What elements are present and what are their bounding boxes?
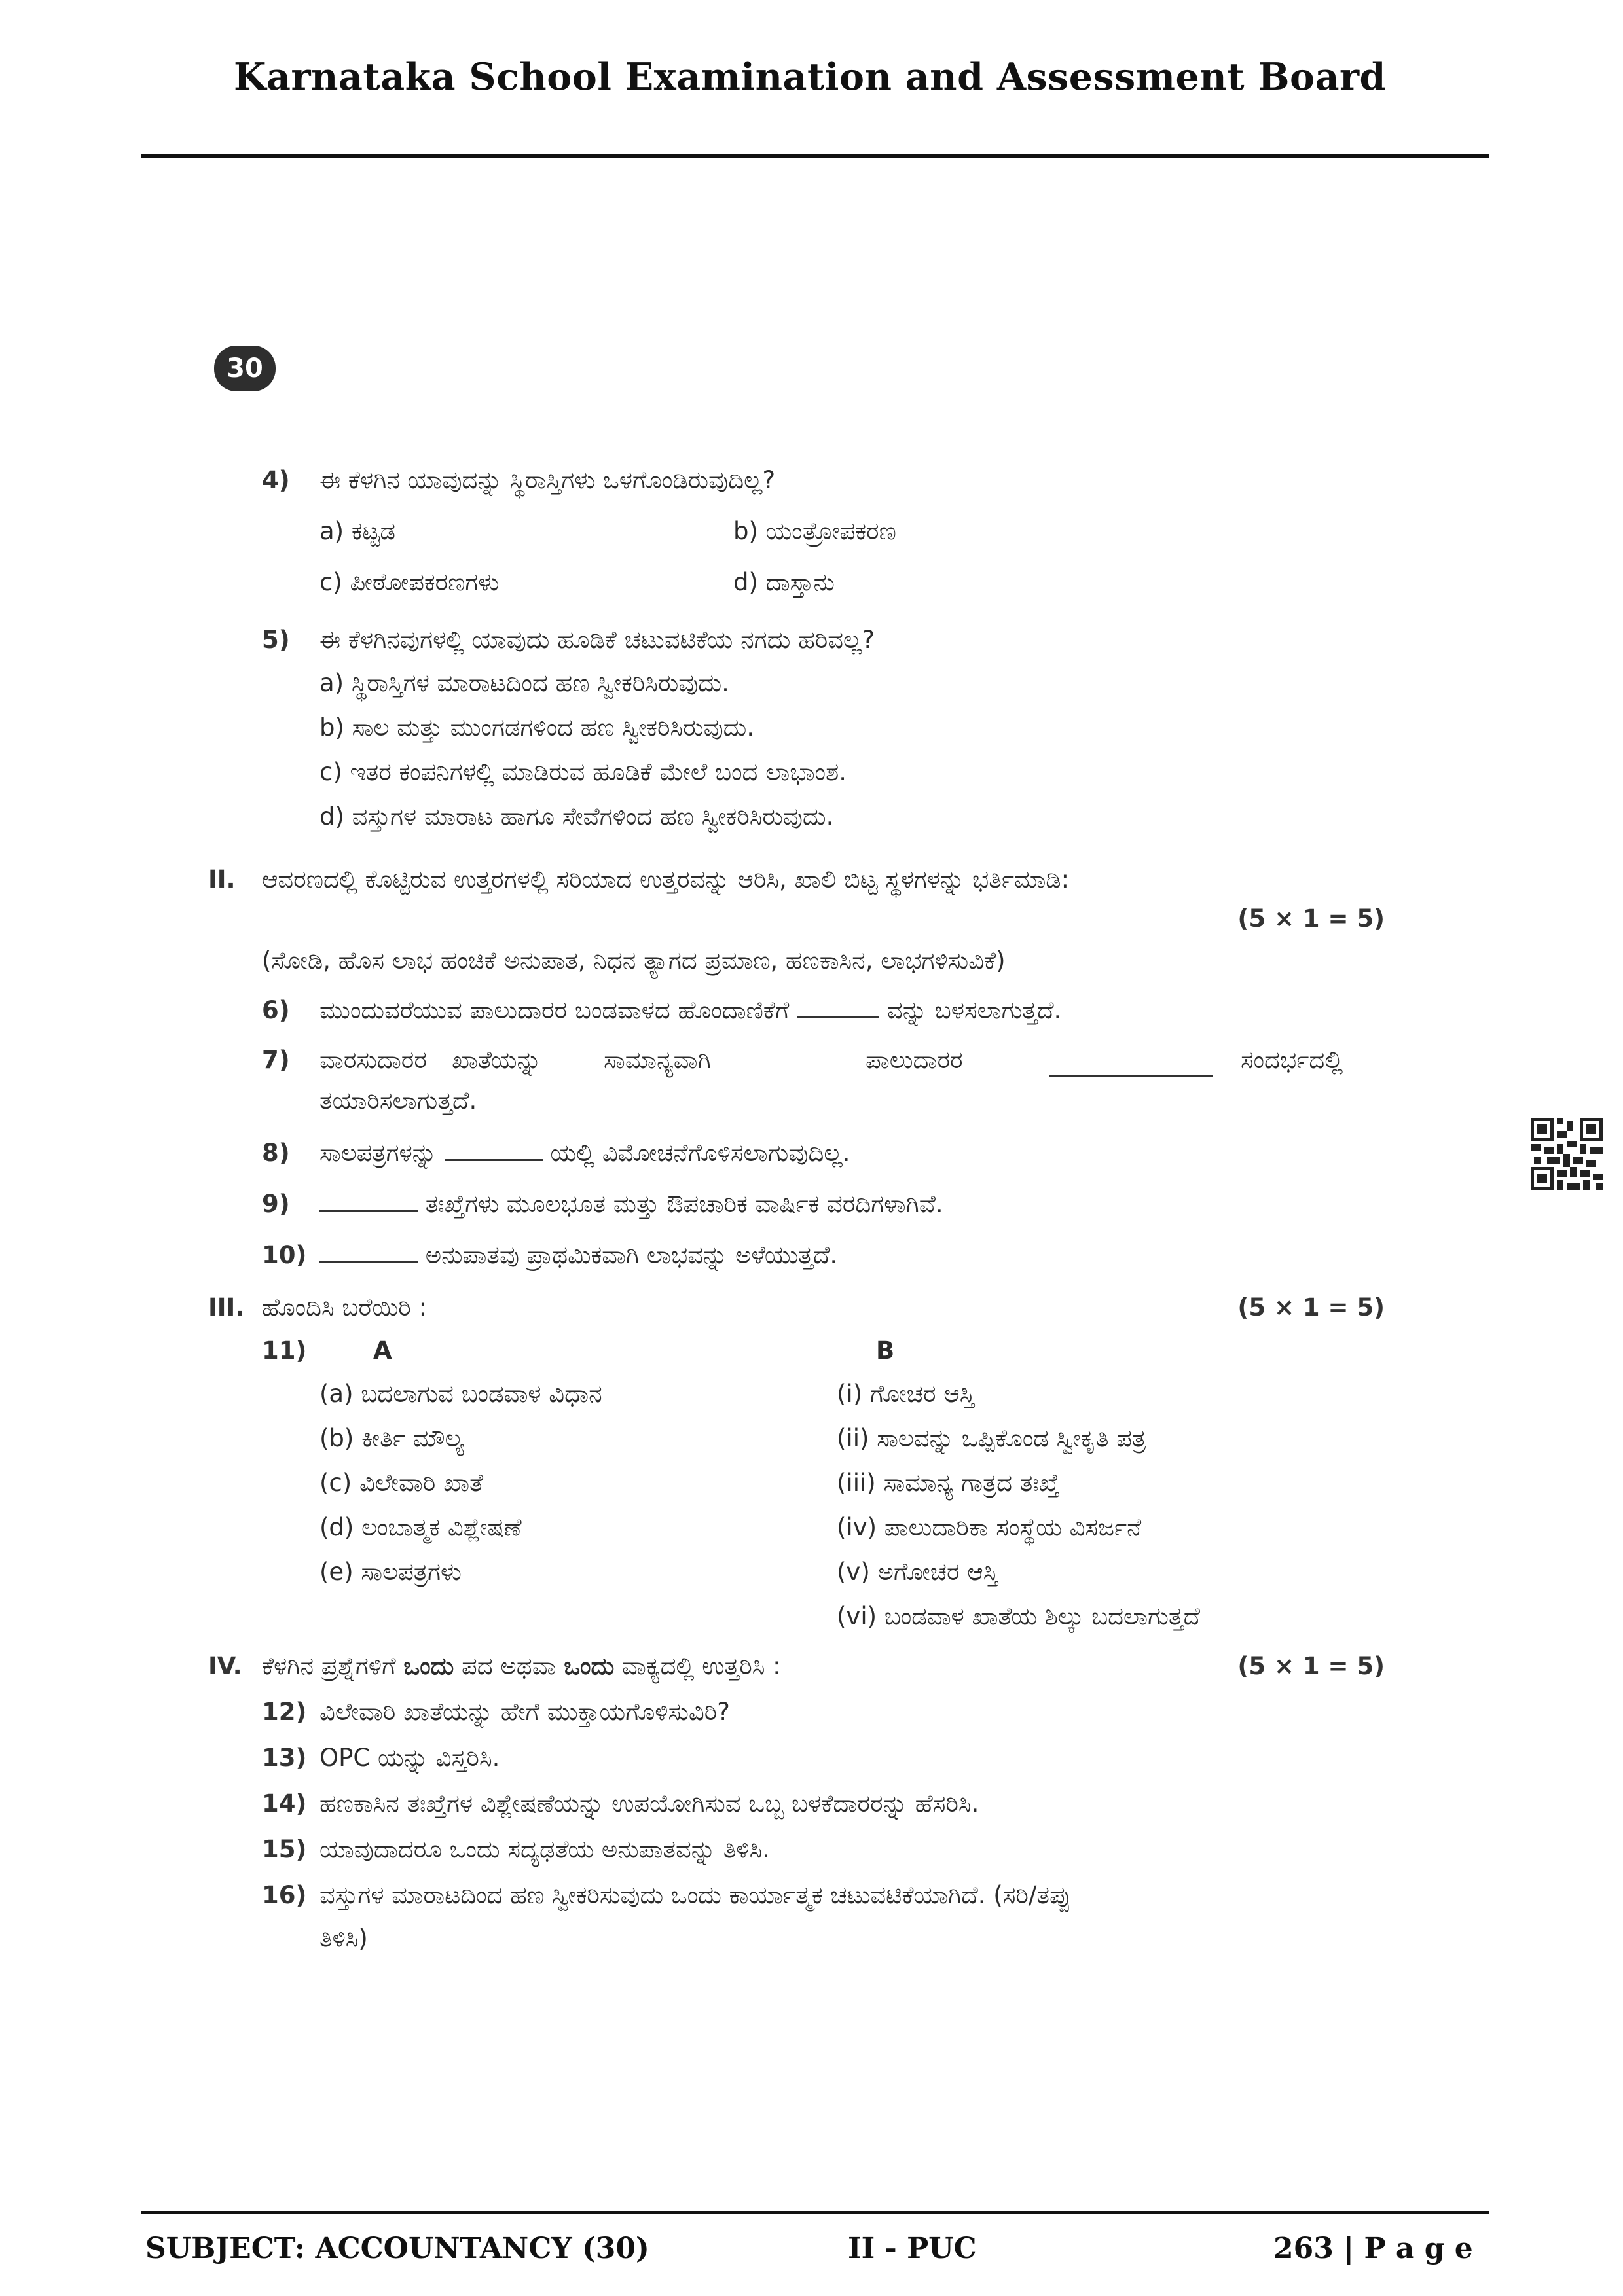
section-number: II.	[208, 865, 236, 893]
section-marks: (5 × 1 = 5)	[1237, 1652, 1385, 1680]
question-text-part: ಮುಂದುವರೆಯುವ ಪಾಲುದಾರರ ಬಂಡವಾಳದ ಹೊಂದಾಣಿಕೆಗೆ	[319, 996, 790, 1024]
question-text	[319, 996, 1061, 1025]
section-number: III.	[208, 1293, 245, 1321]
question-text-part: ಸಾಲಪತ್ರಗಳನ್ನು	[319, 1139, 437, 1167]
section-marks: (5 × 1 = 5)	[1237, 1293, 1385, 1321]
answer-blank[interactable]	[797, 997, 879, 1018]
question-text	[319, 1190, 943, 1219]
section-instruction: ಆವರಣದಲ್ಲಿ ಕೊಟ್ಟಿರುವ ಉತ್ತರಗಳಲ್ಲಿ ಸರಿಯಾದ ಉತ್ತರವನ್ನು ಆರಿಸಿ, ಖಾಲಿ ಬಿಟ್ಟ ಸ್ಥಳಗಳನ್ನು ಭರ್ತಿಮಾಡಿ:	[262, 865, 1070, 893]
match-right-item: (ii) ಸಾಲವನ್ನು ಒಪ್ಪಿಕೊಂಡ ಸ್ವೀಕೃತಿ ಪತ್ರ	[837, 1424, 1146, 1452]
option-c: c) ಇತರ ಕಂಪನಿಗಳಲ್ಲಿ ಮಾಡಿರುವ ಹೂಡಿಕೆ ಮೇಲೆ ಬಂದ ಲಾಭಾಂಶ.	[319, 758, 847, 786]
section-instruction	[262, 1652, 781, 1681]
instruction-part: ವಾಕ್ಯದಲ್ಲಿ ಉತ್ತರಿಸಿ :	[622, 1652, 781, 1680]
section-instruction: ಹೊಂದಿಸಿ ಬರೆಯಿರಿ :	[262, 1293, 428, 1321]
question-text: ಯಾವುದಾದರೂ ಒಂದು ಸದ್ಯಢತೆಯ ಅನುಪಾತವನ್ನು ತಿಳಿಸಿ.	[319, 1835, 770, 1863]
match-left-item: (a) ಬದಲಾಗುವ ಬಂಡವಾಳ ವಿಧಾನ	[319, 1380, 602, 1408]
option-b: b) ಯಂತ್ರೋಪಕರಣ	[733, 517, 896, 545]
match-left-item: (e) ಸಾಲಪತ್ರಗಳು	[319, 1558, 462, 1586]
match-right-item: (vi) ಬಂಡವಾಳ ಖಾತೆಯ ಶಿಲ್ಕು ಬದಲಾಗುತ್ತದೆ	[837, 1602, 1200, 1630]
page-header-title: Karnataka School Examination and Assessment Board	[234, 55, 1386, 99]
question-number: 14)	[262, 1789, 307, 1818]
question-text-part: ಅನುಪಾತವು ಪ್ರಾಥಮಿಕವಾಗಿ ಲಾಭವನ್ನು ಅಳೆಯುತ್ತದೆ.	[425, 1241, 838, 1269]
answer-blank[interactable]	[319, 1242, 418, 1263]
match-right-item: (iv) ಪಾಲುದಾರಿಕಾ ಸಂಸ್ಥೆಯ ವಿಸರ್ಜನೆ	[837, 1513, 1142, 1541]
answer-blank[interactable]	[445, 1139, 543, 1161]
question-text-part: ಪಾಲುದಾರರ	[866, 1046, 963, 1074]
question-text: ಈ ಕೆಳಗಿನ ಯಾವುದನ್ನು ಸ್ಥಿರಾಸ್ತಿಗಳು ಒಳಗೊಂಡಿರುವುದಿಲ್ಲ?	[319, 466, 776, 494]
question-text-part: ಸಂದರ್ಭದಲ್ಲಿ	[1241, 1046, 1343, 1074]
match-right-item: (iii) ಸಾಮಾನ್ಯ ಗಾತ್ರದ ತಃಖ್ತೆ	[837, 1469, 1060, 1497]
question-number: 12)	[262, 1698, 307, 1726]
question-text-part: ವನ್ನು ಬಳಸಲಾಗುತ್ತದೆ.	[886, 996, 1062, 1024]
question-number: 9)	[262, 1190, 290, 1218]
question-text-part: ಯಲ್ಲಿ ವಿಮೋಚನೆಗೊಳಿಸಲಾಗುವುದಿಲ್ಲ.	[550, 1139, 850, 1167]
answer-options: (ಸೋಡಿ, ಹೊಸ ಲಾಭ ಹಂಚಿಕೆ ಅನುಪಾತ, ನಿಧನ ತ್ಯಾಗದ ಪ್ರಮಾಣ, ಹಣಕಾಸಿನ, ಲಾಭಗಳಿಸುವಿಕೆ)	[262, 946, 1006, 975]
option-a: a) ಸ್ಥಿರಾಸ್ತಿಗಳ ಮಾರಾಟದಿಂದ ಹಣ ಸ್ವೀಕರಿಸಿರುವುದು.	[319, 669, 729, 697]
option-a: a) ಕಟ್ಟಡ	[319, 517, 395, 545]
question-number: 8)	[262, 1139, 290, 1167]
match-left-item: (b) ಕೀರ್ತಿ ಮೌಲ್ಯ	[319, 1424, 464, 1452]
section-marks: (5 × 1 = 5)	[1237, 905, 1385, 933]
match-right-item: (i) ಗೋಚರ ಆಸ್ತಿ	[837, 1380, 975, 1408]
question-text: ವಿಲೇವಾರಿ ಖಾತೆಯನ್ನು ಹೇಗೆ ಮುಕ್ತಾಯಗೊಳಿಸುವಿರಿ?	[319, 1698, 730, 1726]
question-text	[319, 1241, 837, 1270]
question-text: OPC ಯನ್ನು ವಿಸ್ತರಿಸಿ.	[319, 1744, 500, 1772]
page-badge: 30	[214, 346, 276, 391]
match-left-item: (c) ವಿಲೇವಾರಿ ಖಾತೆ	[319, 1469, 484, 1497]
question-number: 6)	[262, 996, 290, 1024]
instruction-part: ಕೆಳಗಿನ ಪ್ರಶ್ನೆಗಳಿಗೆ	[262, 1652, 396, 1680]
qr-code-icon	[1531, 1118, 1603, 1190]
footer-page-number: 263 | P a g e	[1273, 2232, 1473, 2265]
question-text-part: ಖಾತೆಯನ್ನು	[452, 1046, 541, 1074]
instruction-emphasis: ಒಂದು	[564, 1652, 615, 1680]
question-number: 4)	[262, 466, 290, 494]
question-text: ವಸ್ತುಗಳ ಮಾರಾಟದಿಂದ ಹಣ ಸ್ವೀಕರಿಸುವುದು ಒಂದು ಕಾರ್ಯಾತ್ಮಕ ಚಟುವಟಿಕೆಯಾಗಿದೆ. (ಸರಿ/ತಪ್ಪು	[319, 1881, 1071, 1909]
question-text-part: ಸಾಮಾನ್ಯವಾಗಿ	[604, 1046, 711, 1074]
footer-class: II - PUC	[848, 2232, 977, 2265]
option-d: d) ದಾಸ್ತಾನು	[733, 568, 835, 596]
answer-blank[interactable]	[1049, 1055, 1213, 1077]
question-text: ಹಣಕಾಸಿನ ತಃಖ್ತೆಗಳ ವಿಶ್ಲೇಷಣೆಯನ್ನು ಉಪಯೋಗಿಸುವ ಒಬ್ಬ ಬಳಕೆದಾರರನ್ನು ಹೆಸರಿಸಿ.	[319, 1789, 979, 1818]
question-number: 10)	[262, 1241, 307, 1269]
option-b: b) ಸಾಲ ಮತ್ತು ಮುಂಗಡಗಳಿಂದ ಹಣ ಸ್ವೀಕರಿಸಿರುವುದು.	[319, 713, 755, 742]
column-b-heading: B	[876, 1336, 895, 1365]
match-right-item: (v) ಅಗೋಚರ ಆಸ್ತಿ	[837, 1558, 998, 1586]
answer-blank[interactable]	[319, 1191, 418, 1212]
question-number: 15)	[262, 1835, 307, 1863]
question-text-part: ತಯಾರಿಸಲಾಗುತ್ತದೆ.	[319, 1086, 477, 1115]
question-number: 13)	[262, 1744, 307, 1772]
question-text-continuation: ತಿಳಿಸಿ)	[319, 1924, 368, 1952]
question-number: 11)	[262, 1336, 307, 1365]
question-text-part: ತಃಖ್ತೆಗಳು ಮೂಲಭೂತ ಮತ್ತು ಔಪಚಾರಿಕ ವಾರ್ಷಿಕ ವರದಿಗಳಾಗಿವೆ.	[425, 1190, 943, 1218]
match-left-item: (d) ಲಂಬಾತ್ಮಕ ವಿಶ್ಲೇಷಣೆ	[319, 1513, 522, 1541]
question-text: ಈ ಕೆಳಗಿನವುಗಳಲ್ಲಿ ಯಾವುದು ಹೂಡಿಕೆ ಚಟುವಟಿಕೆಯ ನಗದು ಹರಿವಲ್ಲ?	[319, 626, 875, 654]
question-text	[319, 1139, 850, 1168]
section-number: IV.	[208, 1652, 242, 1680]
footer-subject: SUBJECT: ACCOUNTANCY (30)	[145, 2232, 649, 2265]
question-text-part: ವಾರಸುದಾರರ	[319, 1046, 427, 1074]
question-number: 16)	[262, 1881, 307, 1909]
column-a-heading: A	[373, 1336, 392, 1365]
option-c: c) ಪೀಠೋಪಕರಣಗಳು	[319, 568, 500, 596]
instruction-part: ಪದ ಅಥವಾ	[462, 1652, 556, 1680]
question-number: 5)	[262, 626, 290, 654]
option-d: d) ವಸ್ತುಗಳ ಮಾರಾಟ ಹಾಗೂ ಸೇವೆಗಳಿಂದ ಹಣ ಸ್ವೀಕರಿಸಿರುವುದು.	[319, 802, 834, 831]
footer-rule	[141, 2211, 1489, 2214]
instruction-emphasis: ಒಂದು	[403, 1652, 454, 1680]
question-number: 7)	[262, 1046, 290, 1074]
header-rule	[141, 154, 1489, 158]
